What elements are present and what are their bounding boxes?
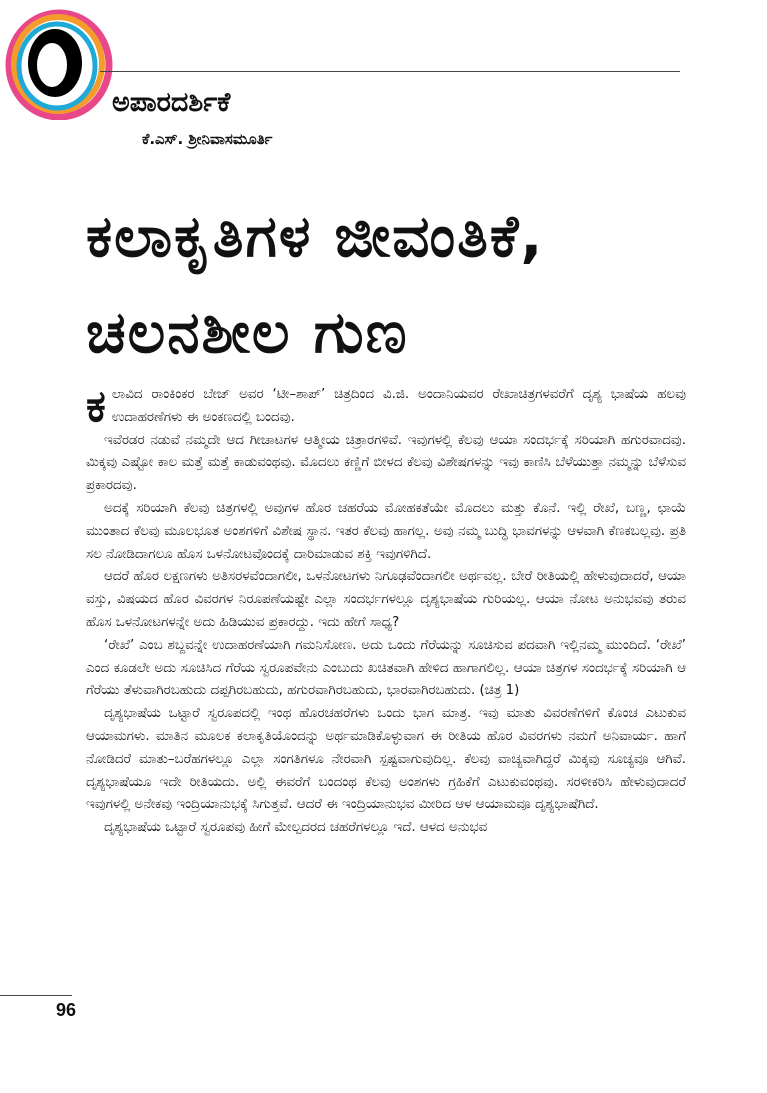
article-title-line-1: ಕಲಾಕೃತಿಗಳ ಜೀವಂತಿಕೆ, [86,202,545,270]
paragraph: ಅದಕ್ಕೆ ಸರಿಯಾಗಿ ಕೆಲವು ಚಿತ್ರಗಳಲ್ಲಿ ಅವುಗಳ ಹೊರ ಚಹರೆಯ ಮೋಹಕತೆಯೇ ಮೊದಲು ಮತ್ತು ಕೊನೆ. ಇಲ್ಲಿ ರೇಖೆ, ಬಣ್ಣ, ಛಾಯೆ ಮುಂತಾದ ಕೆಲವು ಮೂಲಭೂತ ಅಂಶಗಳಿಗೆ ವಿಶೇಷ ಸ್ಥಾನ. ಇತರ ಕೆಲವು ಹಾಗಲ್ಲ. ಅವು ನಮ್ಮ ಬುದ್ಧಿ ಭಾವಗಳನ್ನು ಆಳವಾಗಿ ಕೆಣಕಬಲ್ಲವು. ಪ್ರತಿ ಸಲ ನೋಡಿದಾಗಲೂ ಹೊಸ ಒಳನೋಟವೊಂದಕ್ಕೆ ದಾರಿಮಾಡುವ ಶಕ್ತಿ ಇವುಗಳಿಗಿದೆ. [86,500,686,562]
magazine-logo-icon [4,8,114,120]
article-title [86,188,544,380]
paragraph: ಇವೆರಡರ ನಡುವೆ ನಮ್ಮದೇ ಆದ ಗೀಚಾಟಗಳ ಆತ್ಮೀಯ ಚಿತ್ರಾರಗಳಿವೆ. ಇವುಗಳಲ್ಲಿ ಕೆಲವು ಆಯಾ ಸಂದರ್ಭಕ್ಕೆ ಸರಿಯಾಗಿ ಹಗುರವಾದವು. ಮಿಕ್ಕವು ಎಷ್ಟೋ ಕಾಲ ಮತ್ತೆ ಮತ್ತೆ ಕಾಡುವಂಥವು. ಮೊದಲು ಕಣ್ಣಿಗೆ ಬೀಳದ ಕೆಲವು ವಿಶೇಷಗಳನ್ನು ಇವು ಕಾಣಿಸಿ ಬೆಳೆಯುತ್ತಾ ನಮ್ಮನ್ನು ಬೆಳೆಸುವ ಪ್ರಕಾರದವು. [86,432,686,494]
page-number: 96 [56,1000,77,1020]
footer-rule [0,995,72,996]
paragraph: ಆದರೆ ಹೊರ ಲಕ್ಷಣಗಳು ಅತಿಸರಳವೆಂದಾಗಲೀ, ಒಳನೋಟಗಳು ನಿಗೂಢವೆಂದಾಗಲೀ ಅರ್ಥವಲ್ಲ. ಬೇರೆ ರೀತಿಯಲ್ಲಿ ಹೇಳುವುದಾದರೆ, ಆಯಾ ವಸ್ತು, ವಿಷಯದ ಹೊರ ವಿವರಗಳ ನಿರೂಪಣೆಯಷ್ಟೇ ಎಲ್ಲಾ ಸಂದರ್ಭಗಳಲ್ಲೂ ದೃಶ್ಯಭಾಷೆಯ ಗುರಿಯಲ್ಲ. ಆಯಾ ನೋಟ ಅನುಭವವು ತರುವ ಹೊಸ ಒಳನೋಟಗಳನ್ನೇ ಅದು ಹಿಡಿಯುವ ಪ್ರಕಾರದ್ದು. ಇದು ಹೇಗೆ ಸಾಧ್ಯ? [86,569,686,630]
article-body [86,381,686,840]
header-rule [100,71,680,72]
paragraph: ದೃಶ್ಯಭಾಷೆಯ ಒಟ್ಟಾರೆ ಸ್ವರೂಪದಲ್ಲಿ ಇಂಥ ಹೊರಚಹರೆಗಳು ಒಂದು ಭಾಗ ಮಾತ್ರ. ಇವು ಮಾತು ವಿವರಣೆಗಳಿಗೆ ಕೊಂಚ ಎಟುಕುವ ಆಯಾಮಗಳು. ಮಾತಿನ ಮೂಲಕ ಕಲಾಕೃತಿಯೊಂದನ್ನು ಅರ್ಥಮಾಡಿಕೊಳ್ಳುವಾಗ ಈ ರೀತಿಯ ಹೊರ ವಿವರಗಳು ನಮಗೆ ಅನಿವಾರ್ಯ. ಹಾಗೆ ನೋಡಿದರೆ ಮಾತು–ಬರೆಹಗಳಲ್ಲೂ ಎಲ್ಲಾ ಸಂಗತಿಗಳೂ ನೇರವಾಗಿ ಸ್ಪಷ್ಟವಾಗುವುದಿಲ್ಲ. ಕೆಲವು ವಾಚ್ಯವಾಗಿದ್ದರೆ ಮಿಕ್ಕವು ಸೂಚ್ಯವೂ ಆಗಿವೆ. ದೃಶ್ಯಭಾಷೆಯೂ ಇದೇ ರೀತಿಯದು. ಅಲ್ಲಿ ಈವರೆಗೆ ಬಂದಂಥ ಕೆಲವು ಅಂಶಗಳು ಗ್ರಹಿಕೆಗೆ ಎಟುಕುವಂಥವು. ಸರಳೀಕರಿಸಿ ಹೇಳುವುದಾದರೆ ಇವುಗಳಲ್ಲಿ ಅನೇಕವು ಇಂದ್ರಿಯಾನುಭಕ್ಕೆ ಸಿಗುತ್ತವೆ. ಆದರೆ ಈ ಇಂದ್ರಿಯಾನುಭವ ಮೀರಿದ ಆಳ ಆಯಾಮವೂ ದೃಶ್ಯಭಾಷೆಗಿದೆ. [86,706,686,813]
paragraph: ಕಲಾವಿದ ರಾಂಕಿಂಕರ ಬೇಜ್ ಅವರ ‘ಟೀ–ಶಾಪ್’ ಚಿತ್ರದಿಂದ ವಿ.ಜಿ. ಅಂದಾನಿಯವರ ರೇಖಾಚಿತ್ರಗಳವರೆಗೆ ದೃಶ್ಯ ಭಾಷೆಯ ಹಲವು ಉದಾಹರಣೆಗಳು ಈ ಅಂಕಣದಲ್ಲಿ ಬಂದವು. [86,381,686,432]
drop-cap: ಕ [86,381,106,432]
article-title-line-2: ಚಲನಶೀಲ ಗುಣ [86,298,409,366]
paragraph: ದೃಶ್ಯಭಾಷೆಯ ಒಟ್ಟಾರೆ ಸ್ವರೂಪವು ಹೀಗೆ ಮೇಲ್ಪದರದ ಚಹರೆಗಳಲ್ಲೂ ಇದೆ. ಆಳದ ಅನುಭವ [104,820,488,836]
author-name: ಕೆ.ಎಸ್‌. ಶ್ರೀನಿವಾಸಮೂರ್ತಿ [142,130,273,148]
section-title: ಅಪಾರದರ್ಶಿಕೆ [112,87,231,118]
paragraph: ‘ರೇಖೆ’ ಎಂಬ ಶಬ್ದವನ್ನೇ ಉದಾಹರಣೆಯಾಗಿ ಗಮನಿಸೋಣ. ಅದು ಒಂದು ಗೆರೆಯನ್ನು ಸೂಚಿಸುವ ಪದವಾಗಿ ಇಲ್ಲಿನಮ್ಮ ಮುಂದಿದೆ. ‘ರೇಖೆ’ ಎಂದ ಕೂಡಲೇ ಅದು ಸೂಚಿಸಿದ ಗೆರೆಯ ಸ್ವರೂಪವೇನು ಎಂಬುದು ಖಚಿತವಾಗಿ ಹೇಳಿದ ಹಾಗಾಗಲಿಲ್ಲ. ಆಯಾ ಚಿತ್ರಗಳ ಸಂದರ್ಭಕ್ಕೆ ಸರಿಯಾಗಿ ಆ ಗೆರೆಯು ತೆಳುವಾಗಿರಬಹುದು ದಪ್ಪಗಿರಬಹುದು, ಹಗುರವಾಗಿರಬಹುದು, ಭಾರವಾಗಿರಬಹುದು. (ಚಿತ್ರ 1) [86,637,686,699]
